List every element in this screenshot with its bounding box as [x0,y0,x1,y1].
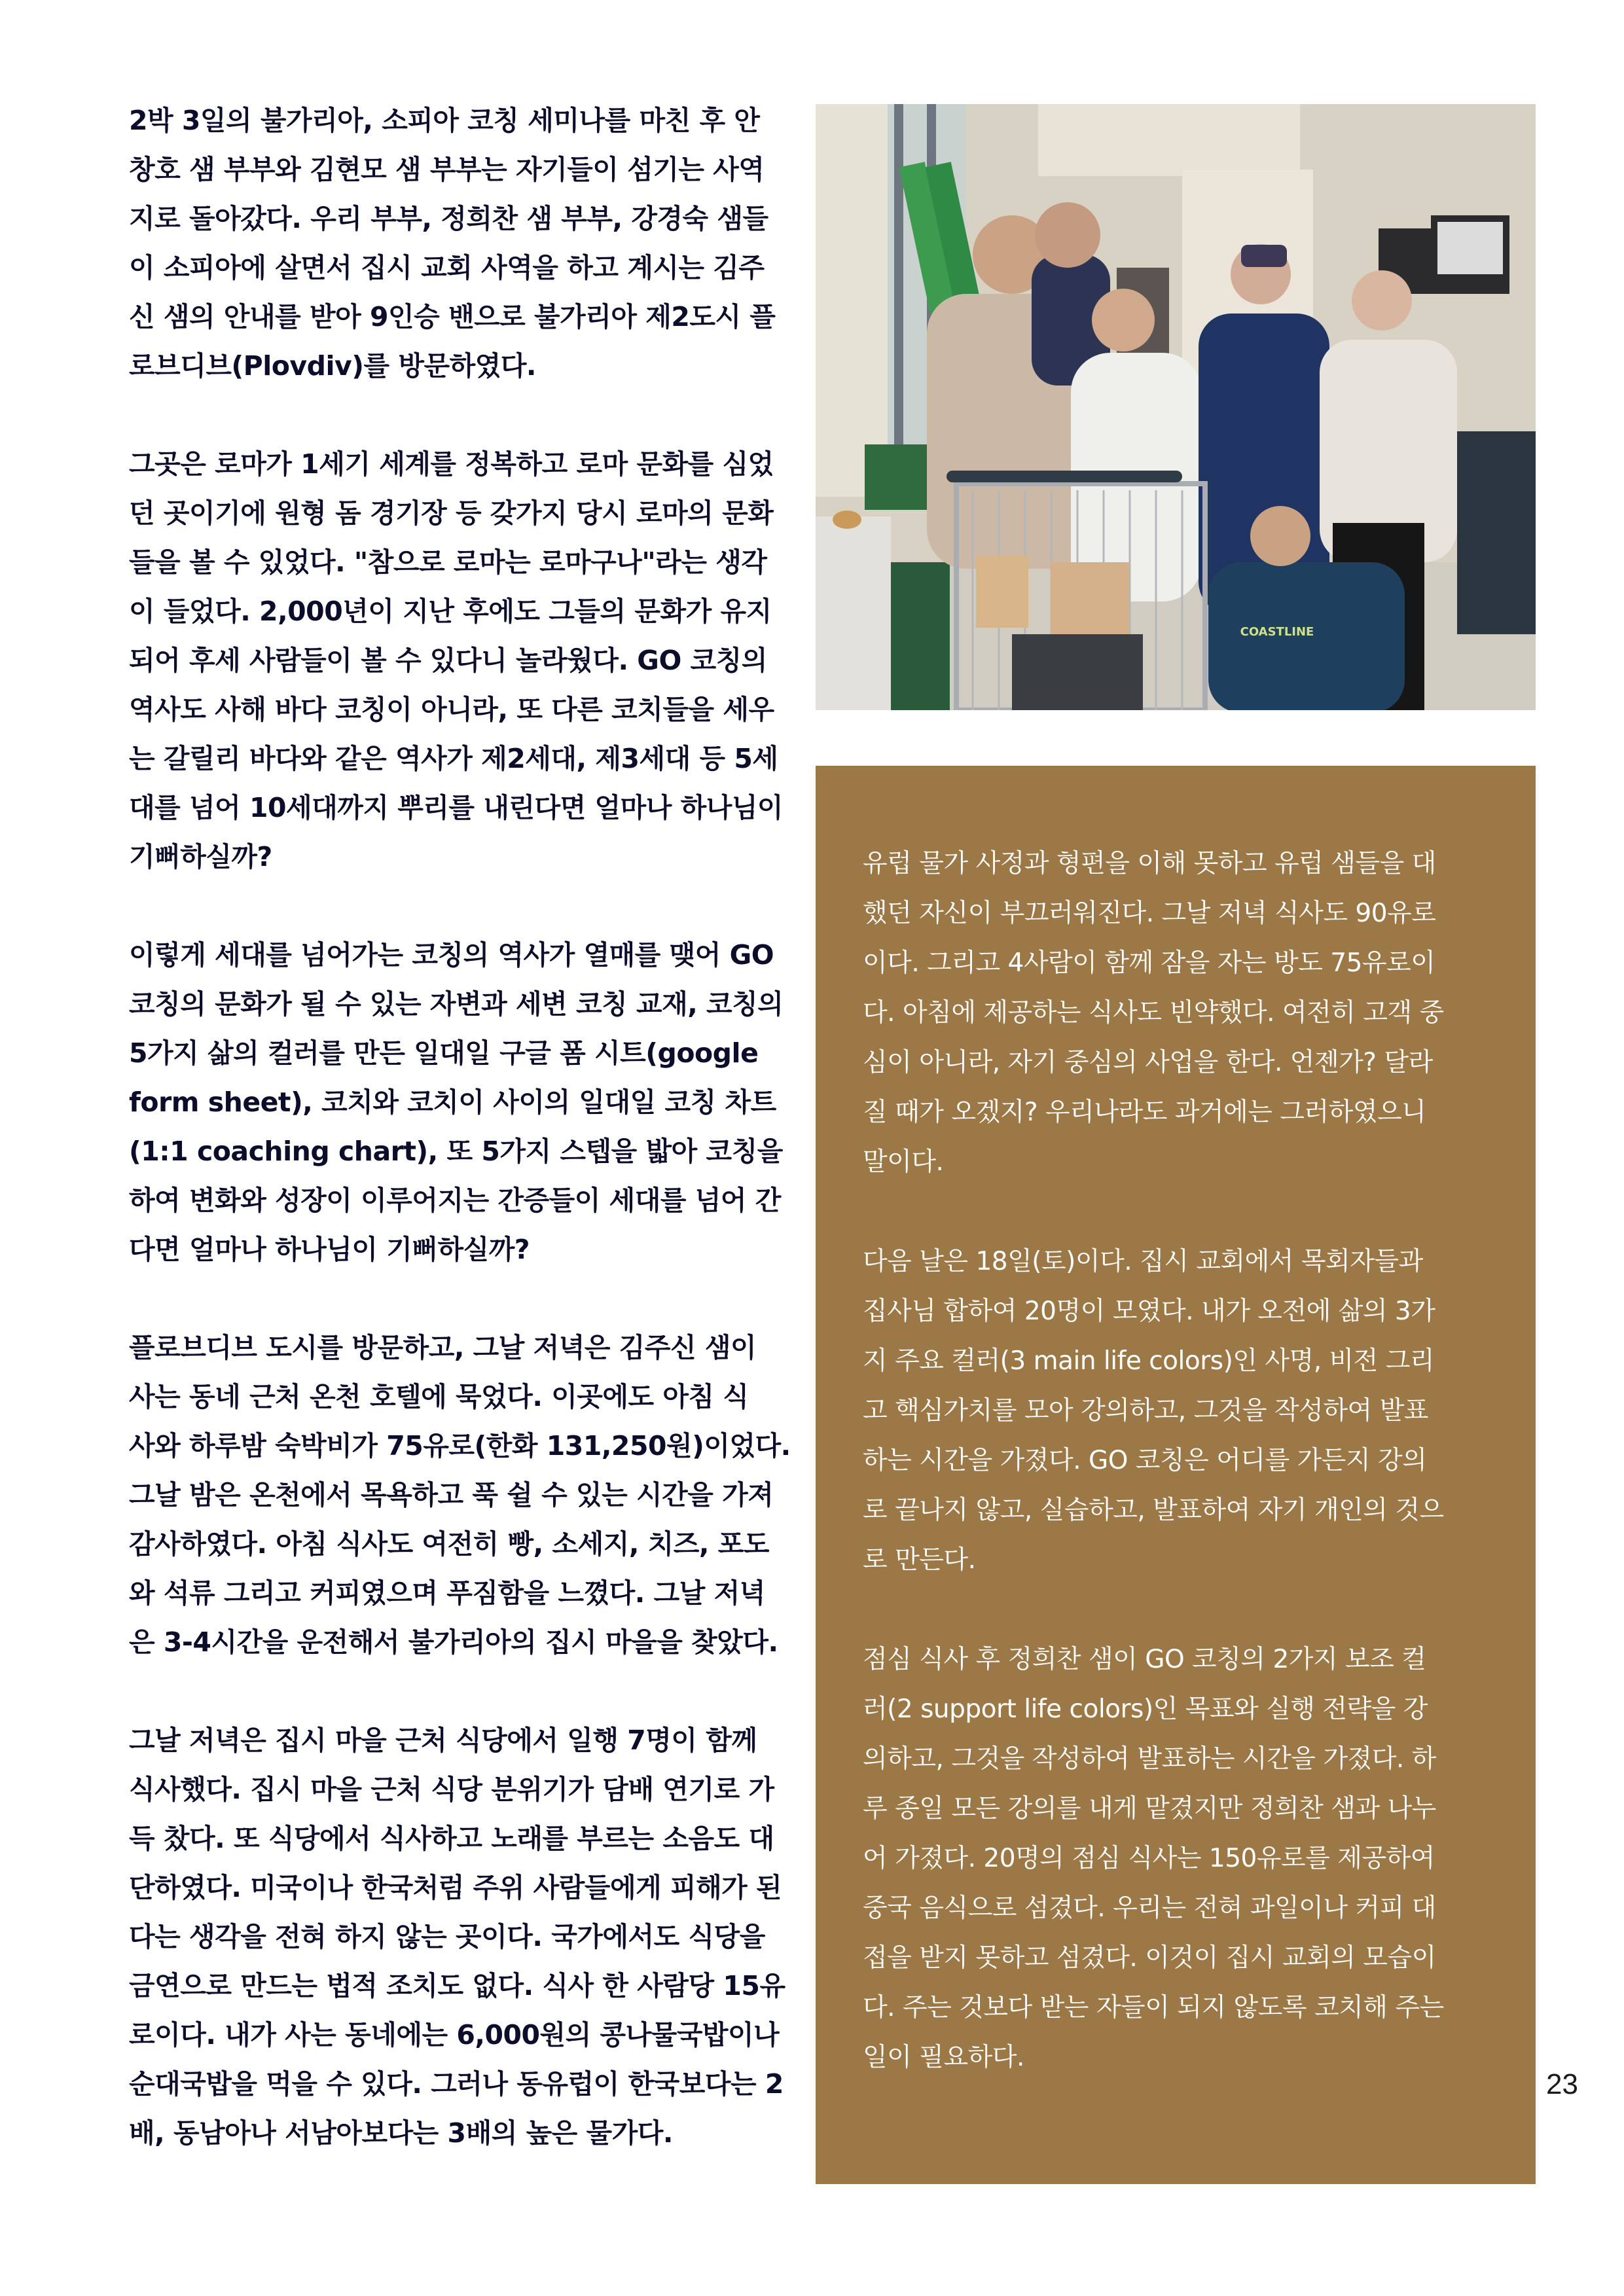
sidebar-text [863,839,1491,2132]
text-line: 배, 동남아나 서남아보다는 3배의 높은 물가다. [129,2117,673,2149]
text-line: 은 3-4시간을 운전해서 불가리아의 집시 마을을 찾았다. [129,1626,778,1658]
text-line: 식사했다. 집시 마을 근처 식당 분위기가 담배 연기로 가 [129,1774,774,1805]
text-line: form sheet), 코치와 코치이 사이의 일대일 코칭 차트 [129,1086,776,1118]
text-line: 심이 아니라, 자기 중심의 사업을 한다. 언젠가? 달라 [863,1048,1433,1077]
page-number: 23 [1546,2068,1578,2100]
text-line: 지로 돌아갔다. 우리 부부, 정희찬 샘 부부, 강경숙 샘들 [129,203,768,234]
text-line: 그곳은 로마가 1세기 세계를 정복하고 로마 문화를 심었 [129,448,774,480]
text-line: 다음 날은 18일(토)이다. 집시 교회에서 목회자들과 [863,1247,1423,1276]
text-line: 했던 자신이 부끄러워진다. 그날 저녁 식사도 90유로 [863,899,1436,928]
text-line: 금연으로 만드는 법적 조치도 없다. 식사 한 사람당 15유 [129,1970,785,2001]
text-line: 어 가졌다. 20명의 점심 식사는 150유로를 제공하여 [863,1844,1435,1873]
paragraph-roman-culture [129,440,784,882]
text-line: 감사하였다. 아침 식사도 여전히 빵, 소세지, 치즈, 포도 [129,1528,769,1560]
paragraph-hot-spring-hotel [129,1323,791,1667]
text-line: 점심 식사 후 정희찬 샘이 GO 코칭의 2가지 보조 컬 [863,1645,1426,1674]
text-line: 사와 하루밤 숙박비가 75유로(한화 131,250원)이었다. [129,1430,791,1462]
text-line: 와 석류 그리고 커피였으며 푸짐함을 느꼈다. 그날 저녁 [129,1577,765,1609]
text-line: 창호 샘 부부와 김현모 샘 부부는 자기들이 섬기는 사역 [129,154,765,185]
text-line: 기뻐하실까? [129,841,272,872]
text-line: 질 때가 오겠지? 우리나라도 과거에는 그러하였으니 [863,1098,1426,1127]
text-line: 로 끝나지 않고, 실습하고, 발표하여 자기 개인의 것으 [863,1496,1444,1525]
text-line: 2박 3일의 불가리아, 소피아 코칭 세미나를 마친 후 안 [129,105,760,136]
text-line: 5가지 삶의 컬러를 만든 일대일 구글 폼 시트(google [129,1037,759,1069]
left-column-body-text [129,96,791,2207]
sidebar-highlight-box [816,766,1536,2184]
svg-text:COASTLINE: COASTLINE [1240,625,1314,639]
paragraph-saturday-lecture [863,1237,1491,1585]
group-photo-supermarket [816,104,1536,710]
text-line: 다는 생각을 전혀 하지 않는 곳이다. 국가에서도 식당을 [129,1921,765,1952]
text-line: 이 들었다. 2,000년이 지난 후에도 그들의 문화가 유지 [129,596,772,627]
text-line: 유럽 물가 사정과 형편을 이해 못하고 유럽 샘들을 대 [863,849,1436,878]
text-line: 지 주요 컬러(3 main life colors)인 사명, 비전 그리 [863,1346,1435,1376]
text-line: 들을 볼 수 있었다. "참으로 로마는 로마구나"라는 생각 [129,547,767,578]
paragraph-coaching-legacy [129,931,784,1274]
paragraph-afternoon-session [863,1635,1491,2083]
text-line: 단하였다. 미국이나 한국처럼 주위 사람들에게 피해가 된 [129,1872,782,1903]
text-line: 다면 얼마나 하나님이 기뻐하실까? [129,1234,530,1265]
text-line: 그날 밤은 온천에서 목욕하고 푹 쉴 수 있는 시간을 가져 [129,1479,774,1511]
text-line: 집사님 합하여 20명이 모였다. 내가 오전에 삶의 3가 [863,1297,1435,1326]
text-line: 로이다. 내가 사는 동네에는 6,000원의 콩나물국밥이나 [129,2019,780,2051]
text-line: 러(2 support life colors)인 목표와 실행 전략을 강 [863,1695,1428,1724]
text-line: 는 갈릴리 바다와 같은 역사가 제2세대, 제3세대 등 5세 [129,743,778,774]
text-line: 루 종일 모든 강의를 내게 맡겼지만 정희찬 샘과 나누 [863,1794,1436,1823]
text-line: 대를 넘어 10세대까지 뿌리를 내린다면 얼마나 하나님이 [129,792,784,823]
paragraph-seminar-plovdiv [129,96,776,391]
paragraph-european-prices [863,839,1491,1187]
text-line: 이렇게 세대를 넘어가는 코칭의 역사가 열매를 맺어 GO [129,939,774,971]
text-line: 하는 시간을 가졌다. GO 코칭은 어디를 가든지 강의 [863,1446,1427,1475]
text-line: 접을 받지 못하고 섬겼다. 이것이 집시 교회의 모습이 [863,1943,1436,1973]
text-line: 로 만든다. [863,1545,976,1575]
text-line: 말이다. [863,1147,944,1177]
text-line: 하여 변화와 성장이 이루어지는 간증들이 세대를 넘어 간 [129,1185,781,1216]
text-line: 코칭의 문화가 될 수 있는 자변과 세변 코칭 교재, 코칭의 [129,988,784,1020]
text-line: 신 샘의 안내를 받아 9인승 밴으로 불가리아 제2도시 플 [129,301,776,332]
text-line: 고 핵심가치를 모아 강의하고, 그것을 작성하여 발표 [863,1396,1428,1426]
photo-illustration [816,104,1536,710]
text-line: 이다. 그리고 4사람이 함께 잠을 자는 방도 75유로이 [863,948,1435,978]
text-line: 던 곳이기에 원형 돔 경기장 등 갖가지 당시 로마의 문화 [129,497,774,529]
text-line: 의하고, 그것을 작성하여 발표하는 시간을 가졌다. 하 [863,1744,1436,1774]
text-line: 순대국밥을 먹을 수 있다. 그러나 동유럽이 한국보다는 2 [129,2068,784,2100]
text-line: 그날 저녁은 집시 마을 근처 식당에서 일행 7명이 함께 [129,1725,757,1756]
text-line: 플로브디브 도시를 방문하고, 그날 저녁은 김주신 샘이 [129,1332,757,1363]
text-line: 득 찼다. 또 식당에서 식사하고 노래를 부르는 소음도 대 [129,1823,774,1854]
text-line: 다. 아침에 제공하는 식사도 빈약했다. 여전히 고객 중 [863,998,1444,1028]
text-line: (1:1 coaching chart), 또 5가지 스텝을 밟아 코칭을 [129,1136,783,1167]
text-line: 이 소피아에 살면서 집시 교회 사역을 하고 계시는 김주 [129,252,765,283]
text-line: 사는 동네 근처 온천 호텔에 묵었다. 이곳에도 아침 식 [129,1381,749,1412]
text-line: 다. 주는 것보다 받는 자들이 되지 않도록 코치해 주는 [863,1993,1444,2022]
text-line: 일이 필요하다. [863,2043,1024,2072]
text-line: 역사도 사해 바다 코칭이 아니라, 또 다른 코치들을 세우 [129,694,774,725]
text-line: 되어 후세 사람들이 볼 수 있다니 놀라웠다. GO 코칭의 [129,645,767,676]
text-line: 중국 음식으로 섬겼다. 우리는 전혀 과일이나 커피 대 [863,1893,1436,1923]
text-line: 로브디브(Plovdiv)를 방문하였다. [129,350,537,382]
paragraph-gypsy-village-dinner [129,1716,785,2158]
